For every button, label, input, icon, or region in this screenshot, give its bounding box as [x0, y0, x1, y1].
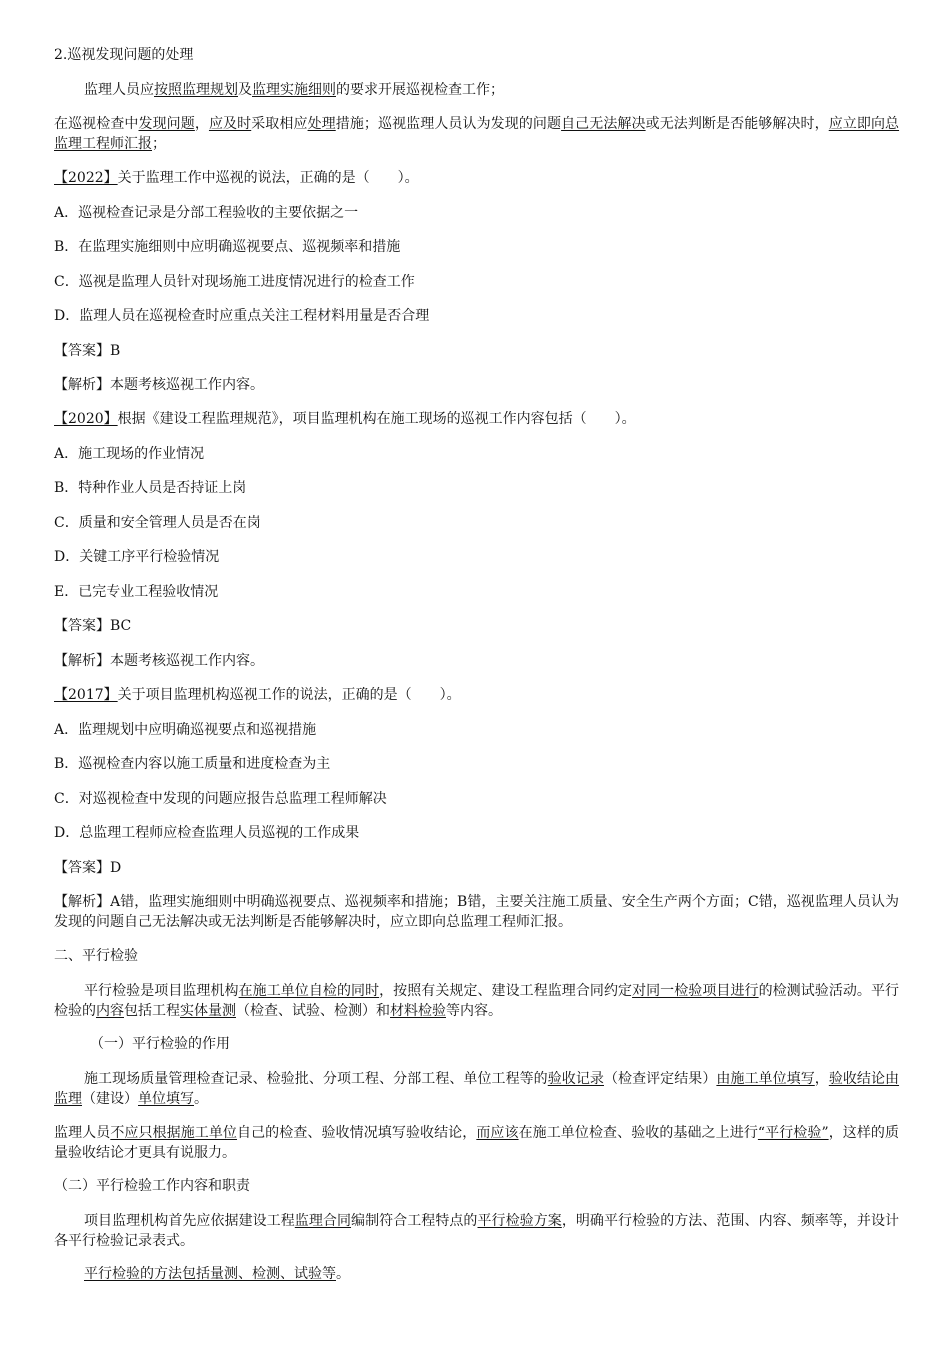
paragraph-patrol-basis: 监理人员应按照监理规划及监理实施细则的要求开展巡视检查工作；	[84, 82, 504, 98]
question-2020-option-e: E．已完专业工程验收情况	[54, 584, 219, 600]
question-2020-answer: 【答案】BC	[54, 618, 132, 634]
question-2017-answer: 【答案】D	[54, 860, 122, 876]
question-2022-option-c: C．巡视是监理人员针对现场施工进度情况进行的检查工作	[54, 274, 415, 290]
question-2020-stem: 【2020】根据《建设工程监理规范》，项目监理机构在施工现场的巡视工作内容包括（ ）。	[54, 411, 636, 427]
question-2022-option-b: B．在监理实施细则中应明确巡视要点、巡视频率和措施	[54, 239, 401, 255]
paragraph-inspection-plan: 项目监理机构首先应依据建设工程监理合同编制符合工程特点的平行检验方案，明确平行检验的方法、范围、内容、频率等，并设计各平行检验记录表式。	[54, 1213, 900, 1249]
question-2017-analysis: 【解析】A错，监理实施细则中明确巡视要点、巡视频率和措施；B错，主要关注施工质量、安全生产两个方面；C错，巡视监理人员认为发现的问题自己无法解决或无法判断是否能够解决时，应立即向总监理工程师汇报。	[54, 894, 899, 930]
subheading-duties: （二）平行检验工作内容和职责	[54, 1178, 250, 1194]
question-2020-option-c: C．质量和安全管理人员是否在岗	[54, 515, 261, 531]
question-2017-option-b: B．巡视检查内容以施工质量和进度检查为主	[54, 756, 331, 772]
paragraph-problem-handling: 在巡视检查中发现问题，应及时采取相应处理措施；巡视监理人员认为发现的问题自己无法解决或无法判断是否能够解决时，应立即向总监理工程师汇报；	[54, 116, 900, 152]
paragraph-inspection-methods: 平行检验的方法包括量测、检测、试验等。	[84, 1266, 350, 1282]
paragraph-acceptance-records: 施工现场质量管理检查记录、检验批、分项工程、分部工程、单位工程等的验收记录（检查评定结果）由施工单位填写，验收结论由监理（建设）单位填写。	[54, 1071, 900, 1107]
question-2022-analysis: 【解析】本题考核巡视工作内容。	[54, 377, 264, 393]
question-2020-option-d: D．关键工序平行检验情况	[54, 549, 220, 565]
question-2017-option-d: D．总监理工程师应检查监理人员巡视的工作成果	[54, 825, 360, 841]
question-2022-answer: 【答案】B	[54, 343, 121, 359]
question-2017-option-c: C．对巡视检查中发现的问题应报告总监理工程师解决	[54, 791, 387, 807]
section-heading-parallel-inspection: 二、平行检验	[54, 948, 138, 964]
question-2020-analysis: 【解析】本题考核巡视工作内容。	[54, 653, 264, 669]
question-2017-option-a: A．监理规划中应明确巡视要点和巡视措施	[54, 722, 317, 738]
paragraph-parallel-definition: 平行检验是项目监理机构在施工单位自检的同时，按照有关规定、建设工程监理合同约定对同一检验项目进行的检测试验活动。平行检验的内容包括工程实体量测（检查、试验、检测）和材料检验等内容。	[54, 983, 900, 1019]
paragraph-acceptance-conclusion: 监理人员不应只根据施工单位自己的检查、验收情况填写验收结论，而应该在施工单位检查、验收的基础之上进行“平行检验”，这样的质量验收结论才更具有说服力。	[54, 1125, 900, 1161]
question-2017-stem: 【2017】关于项目监理机构巡视工作的说法，正确的是（ ）。	[54, 687, 461, 703]
question-2020-option-b: B．特种作业人员是否持证上岗	[54, 480, 247, 496]
section-title: 2.巡视发现问题的处理	[54, 47, 194, 63]
question-2020-option-a: A．施工现场的作业情况	[54, 446, 205, 462]
subheading-role: （一）平行检验的作用	[90, 1036, 230, 1052]
question-2022-option-d: D．监理人员在巡视检查时应重点关注工程材料用量是否合理	[54, 308, 430, 324]
question-2022-option-a: A．巡视检查记录是分部工程验收的主要依据之一	[54, 205, 359, 221]
question-2022-stem: 【2022】关于监理工作中巡视的说法，正确的是（ ）。	[54, 170, 419, 186]
